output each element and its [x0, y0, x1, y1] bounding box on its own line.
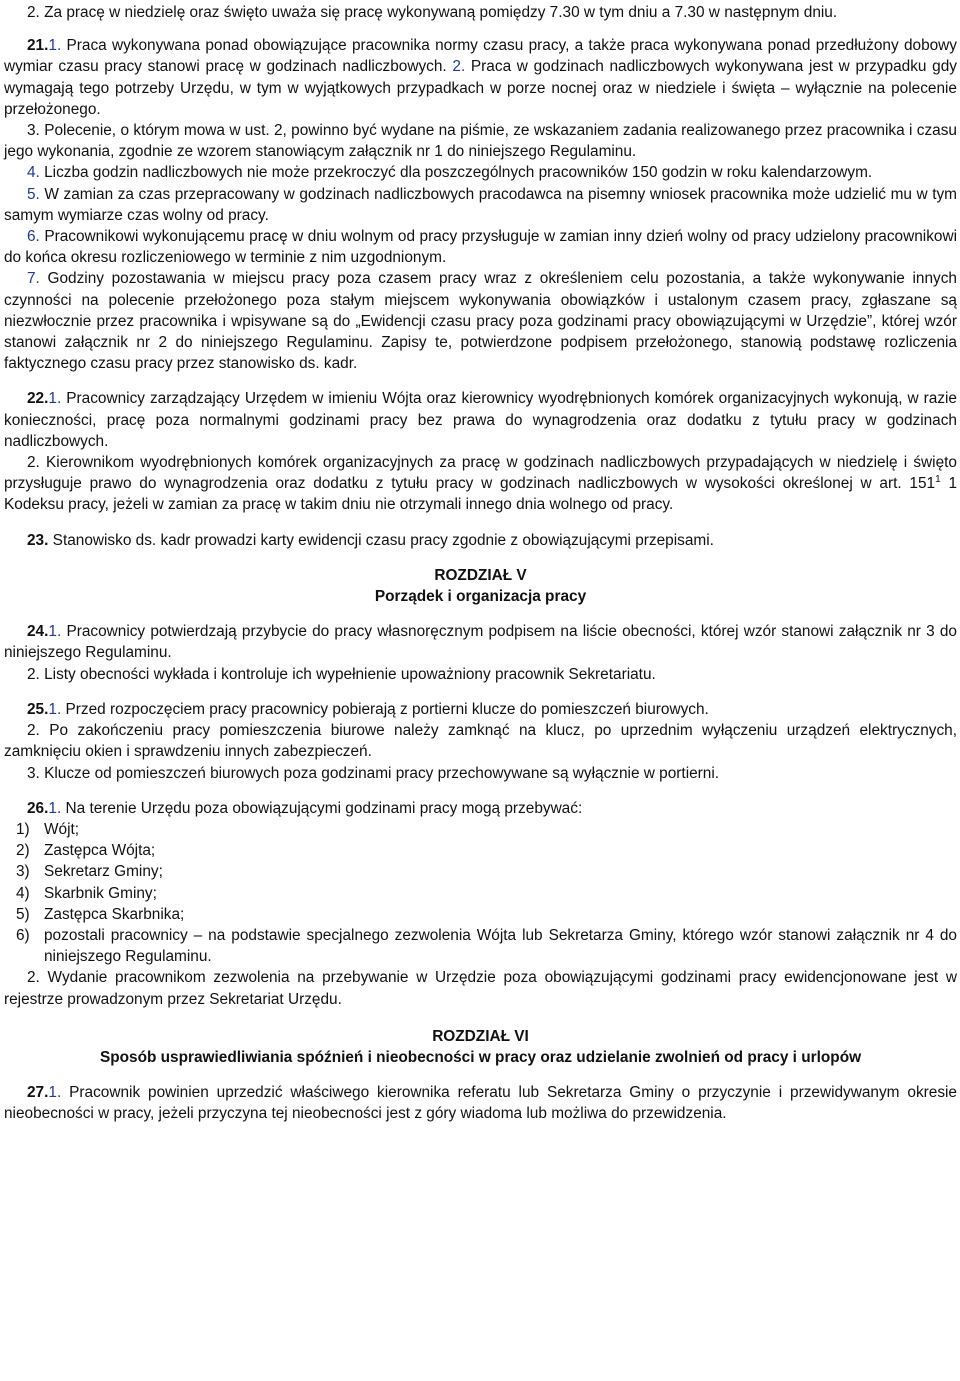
section-number: 21. [27, 37, 49, 55]
item-text: W zamian za czas przepracowany w godzinach nadliczbowych pracodawca na pisemny wniosek pracownika może udzielić mu w tym samym wymiarze czas wolny od pracy. [4, 185, 957, 224]
item-text: Praca wykonywana ponad obowiązujące pracownika normy czasu pracy, a także praca wykonywana ponad przedłużony dobowy wymiar czasu pracy stanowi pracę w godzinach nadliczbowych. [4, 37, 957, 76]
item-number: 6. [27, 228, 40, 246]
item-text: Liczba godzin nadliczbowych nie może przekroczyć dla poszczególnych pracowników 150 godzin w roku kalendarzowym. [39, 164, 873, 182]
list-item [4, 861, 957, 882]
section-25-para-1 [4, 699, 957, 720]
item-number: 1. [48, 390, 62, 408]
item-text: Pracownicy potwierdzają przybycie do pracy własnoręcznym podpisem na liście obecności, której wzór stanowi załącznik nr 3 do niniejszego Regulaminu. [4, 623, 957, 662]
chapter-title: ROZDZIAŁ VI [432, 1027, 529, 1045]
section-24 [4, 621, 957, 685]
list-item [4, 840, 957, 861]
item-text: Przed rozpoczęciem pracy pracownicy pobierają z portierni klucze do pomieszczeń biurowych. [61, 700, 709, 718]
list-item-number: 2) [16, 842, 30, 860]
item-number: 1. [48, 37, 62, 55]
item-text: 1 Kodeksu pracy, jeżeli w zamian za pracę w takim dniu nie otrzymali innego dnia wolnego od pracy. [4, 475, 957, 514]
list-item-number: 3) [16, 863, 30, 881]
chapter-title: ROZDZIAŁ V [434, 566, 527, 584]
item-number: 4. [27, 164, 40, 182]
section-25-para-2: 2. Po zakończeniu pracy pomieszczenia biurowe należy zamknąć na klucz, po uprzednim wyłączeniu urządzeń elektrycznych, zamknięciu okien i sprawdzeniu innych zabezpieczeń. [4, 722, 957, 761]
list-item [4, 904, 957, 925]
section-21-para-7 [4, 268, 957, 374]
list-item-text: Sekretarz Gminy; [44, 863, 163, 881]
chapter-subtitle: Porządek i organizacja pracy [374, 588, 587, 606]
section-24-para-1 [4, 621, 957, 663]
section-24-para-2: 2. Listy obecności wykłada i kontroluje ich wypełnienie upoważniony pracownik Sekretariatu. [27, 665, 656, 683]
list-item-number: 4) [16, 884, 30, 902]
section-number: 27. [27, 1084, 49, 1102]
item-text: Godziny pozostawania w miejscu pracy poza czasem pracy wraz z określeniem celu pozostania, a także wykonywanie innych czynności na polecenie przełożonego poza stałym miejscem wykonywania obowiązków i ustalonym czasem pracy, zgłaszane są niezwłocznie przez pracownika i wpisywane są do „Ewidencji czasu pracy poza godzinami pracy obowiązującymi w Urzędzie”, której wzór stanowi załącznik nr 2 do niniejszego Regulaminu. Zapisy te, potwierdzone podpisem przełożonego, stanowią podstawę rozliczenia faktycznego czasu pracy przez stanowisko ds. kadr. [4, 270, 957, 373]
item-text: Pracownik powinien uprzedzić właściwego kierownika referatu lub Sekretarza Gminy o przyczynie i przewidywanym okresie nieobecności w pracy, jeżeli przyczyna tej nieobecności jest z góry wiadoma lub możliwa do przewidzenia. [4, 1084, 957, 1123]
section-27 [4, 1082, 957, 1124]
section-22-para-2 [4, 452, 957, 516]
section-number: 23. [27, 531, 49, 549]
section-21 [4, 35, 957, 374]
list-item-text: Zastępca Wójta; [44, 842, 156, 860]
list-item-text: Wójt; [44, 820, 80, 838]
section-number: 22. [27, 390, 49, 408]
list-item-number: 1) [16, 820, 30, 838]
section-26-para-2: 2. Wydanie pracownikom zezwolenia na przebywanie w Urzędzie poza obowiązującymi godzinami pracy ewidencjonowane jest w rejestrze prowadzonym przez Sekretariat Urzędu. [4, 969, 957, 1008]
item-number: 1. [48, 623, 62, 641]
item-text: Na terenie Urzędu poza obowiązującymi godzinami pracy mogą przebywać: [61, 799, 583, 817]
paragraph-20-2: 2. Za pracę w niedzielę oraz święto uważa się pracę wykonywaną pomiędzy 7.30 w tym dniu a 7.30 w następnym dniu. [27, 4, 838, 21]
item-number: 7. [27, 270, 40, 288]
section-number: 26. [27, 799, 49, 817]
section-22-para-1 [4, 388, 957, 452]
item-text: Pracownicy zarządzający Urzędem w imieniu Wójta oraz kierownicy wyodrębnionych komórek organizacyjnych wykonują, w razie konieczności, pracę poza normalnymi godzinami pracy bez prawa do wynagrodzenia oraz dodatku z tytułu pracy w godzinach nadliczbowych. [4, 390, 957, 450]
list-item [4, 883, 957, 904]
section-number: 25. [27, 700, 49, 718]
item-number: 1. [48, 1084, 62, 1102]
section-26 [4, 798, 957, 1010]
list-item [4, 819, 957, 840]
item-text: Pracownikowi wykonującemu pracę w dniu wolnym od pracy przysługuje w zamian inny dzień wolny od pracy udzielony pracownikowi do końca okresu rozliczeniowego w terminie z nim uzgodnionym. [4, 228, 957, 267]
item-number: 1. [48, 799, 62, 817]
section-21-para-4 [4, 162, 957, 183]
section-27-para-1 [4, 1082, 957, 1124]
item-text: Praca w godzinach nadliczbowych wykonywana jest w przypadku gdy wymagają tego potrzeby Urzędu, w tym w wyjątkowych przypadkach w porze nocnej oraz w niedziele i święta – wyłącznie na polecenie przełożonego. [4, 58, 957, 118]
chapter-6-heading [4, 1026, 957, 1068]
list-item [4, 925, 957, 967]
superscript: 1 [935, 474, 941, 486]
chapter-subtitle: Sposób usprawiedliwiania spóźnień i nieobecności w pracy oraz udzielanie zwolnień od pracy i urlopów [99, 1048, 862, 1066]
section-21-para-3: 3. Polecenie, o którym mowa w ust. 2, powinno być wydane na piśmie, ze wskazaniem zadania realizowanego przez pracownika i czasu jego wykonania, zgodnie ze wzorem stanowiącym załącznik nr 1 do niniejszego Regulaminu. [4, 122, 957, 161]
item-text: Stanowisko ds. kadr prowadzi karty ewidencji czasu pracy zgodnie z obowiązującymi przepisami. [48, 531, 714, 549]
section-25-para-3: 3. Klucze od pomieszczeń biurowych poza godzinami pracy przechowywane są wyłącznie w portierni. [27, 764, 720, 782]
section-21-para-6 [4, 226, 957, 268]
item-number: 1. [48, 700, 62, 718]
section-21-para-1 [4, 35, 957, 120]
list-item-number: 6) [16, 926, 30, 944]
item-number: 5. [27, 185, 40, 203]
section-21-para-5 [4, 184, 957, 226]
list-item-number: 5) [16, 905, 30, 923]
section-22 [4, 388, 957, 515]
list-item-text: pozostali pracownicy – na podstawie specjalnego zezwolenia Wójta lub Sekretarza Gminy, którego wzór stanowi załącznik nr 4 do niniejszego Regulaminu. [44, 926, 957, 966]
list-item-text: Skarbnik Gminy; [44, 884, 157, 902]
section-23 [4, 530, 957, 551]
section-26-para-1 [4, 798, 957, 819]
list-item-text: Zastępca Skarbnika; [44, 905, 185, 923]
item-text: 2. Kierownikom wyodrębnionych komórek organizacyjnych za pracę w godzinach nadliczbowych przypadających w niedzielę i święto przysługuje prawo do wynagrodzenia oraz dodatku z tytułu pracy w godzinach nadliczbowych w wysokości określonej w art. 151 [4, 454, 957, 493]
section-23-para [4, 530, 957, 551]
allowed-persons-list [4, 819, 957, 967]
chapter-5-heading [4, 565, 957, 607]
item-number: 2. [452, 58, 466, 76]
section-number: 24. [27, 623, 49, 641]
section-25 [4, 699, 957, 784]
